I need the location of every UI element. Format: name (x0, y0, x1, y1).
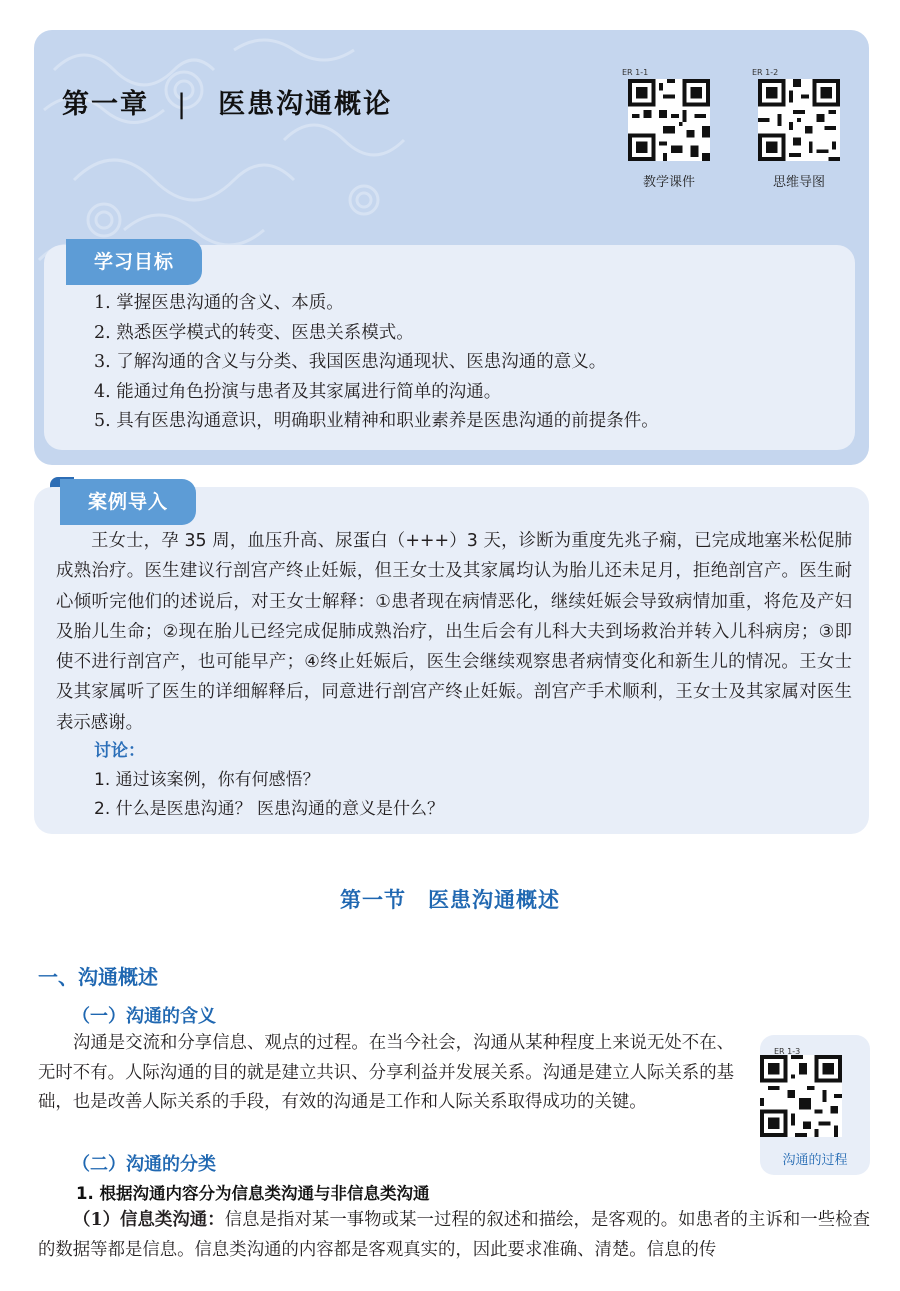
case-text (56, 526, 852, 738)
qr-mindmap[interactable] (752, 68, 844, 190)
chapter-number: 第一章 (62, 89, 149, 120)
qr-label: 教学课件 (642, 175, 695, 190)
heading-level2: （二）沟通的分类 (72, 1154, 216, 1175)
discussion-question: 1. 通过该案例，你有何感悟？ (94, 770, 320, 790)
qr-code-icon[interactable] (760, 1055, 842, 1137)
objective-item: 2. 熟悉医学模式的转变、医患关系模式。 (94, 322, 414, 343)
qr-code-icon[interactable] (628, 79, 710, 161)
chapter-title (62, 82, 392, 121)
case-paragraph: 王女士，孕 35 周，血压升高、尿蛋白（+++）3 天，诊断为重度先兆子痫，已完成地塞米松促肺成熟治疗。医生建议行剖宫产终止妊娠，但王女士及其家属均认为胎儿还未足月，拒绝剖宫产。医生耐心倾听完他们的述说后，对王女士解释：①患者现在病情恶化，继续妊娠会导致病情加重，将危及产妇及胎儿生命；②现在胎儿已经完成促肺成熟治疗，出生后会有儿科大夫到场救治并转入儿科病房；③即使不进行剖宫产，也可能早产；④终止妊娠后，医生会继续观察患者病情变化和新生儿的情况。王女士及其家属听了医生的详细解释后，同意进行剖宫产终止妊娠。剖宫产手术顺利，王女士及其家属对医生表示感谢。 (56, 531, 852, 733)
term-label: （1）信息类沟通： (73, 1210, 225, 1230)
objective-item: 3. 了解沟通的含义与分类、我国医患沟通现状、医患沟通的意义。 (94, 352, 607, 372)
paragraph-info-communication (38, 1206, 870, 1265)
objective-item: 5. 具有医患沟通意识，明确职业精神和职业素养是医患沟通的前提条件。 (94, 411, 659, 431)
qr-code-icon[interactable] (758, 79, 840, 161)
heading-level3: 1. 根据沟通内容分为信息类沟通与非信息类沟通 (76, 1184, 430, 1203)
qr-process[interactable] (760, 1035, 870, 1175)
chapter-name: 医患沟通概论 (218, 89, 393, 120)
paragraph-definition (38, 1029, 734, 1118)
case-heading: 案例导入 (60, 479, 196, 525)
discussion-title: 讨论： (94, 741, 145, 761)
qr-tag: ER 1-1 (622, 68, 649, 77)
qr-label: 思维导图 (772, 175, 825, 190)
paragraph-text: 沟通是交流和分享信息、观点的过程。在当今社会，沟通从某种程度上来说无处不在、无时不有。人际沟通的目的就是建立共识、分享利益并发展关系。沟通是建立人际关系的基础，也是改善人际关系的手段，有效的沟通是工作和人际关系取得成功的关键。 (38, 1033, 734, 1113)
heading-level2: （一）沟通的含义 (72, 1006, 216, 1027)
objectives-heading: 学习目标 (66, 239, 202, 285)
paragraph-body: 信息是指对某一事物或某一过程的叙述和描绘，是客观的。如患者的主诉和一些检查的数据等都是信息。信息类沟通的内容都是客观真实的，因此要求准确、清楚。信息的传 (38, 1210, 870, 1260)
objective-item: 4. 能通过角色扮演与患者及其家属进行简单的沟通。 (94, 381, 502, 402)
qr-courseware[interactable] (622, 68, 714, 190)
objectives-list (94, 289, 659, 437)
section-title: 第一节 医患沟通概述 (340, 888, 560, 912)
paragraph-text (38, 1206, 870, 1265)
objective-item: 1. 掌握医患沟通的含义、本质。 (94, 293, 344, 313)
qr-tag: ER 1-3 (774, 1047, 801, 1056)
chapter-separator: | (177, 89, 189, 120)
heading-level1: 一、沟通概述 (38, 965, 158, 989)
qr-tag: ER 1-2 (752, 68, 779, 77)
discussion-question: 2. 什么是医患沟通？ 医患沟通的意义是什么？ (94, 799, 445, 819)
qr-label: 沟通的过程 (782, 1153, 848, 1168)
